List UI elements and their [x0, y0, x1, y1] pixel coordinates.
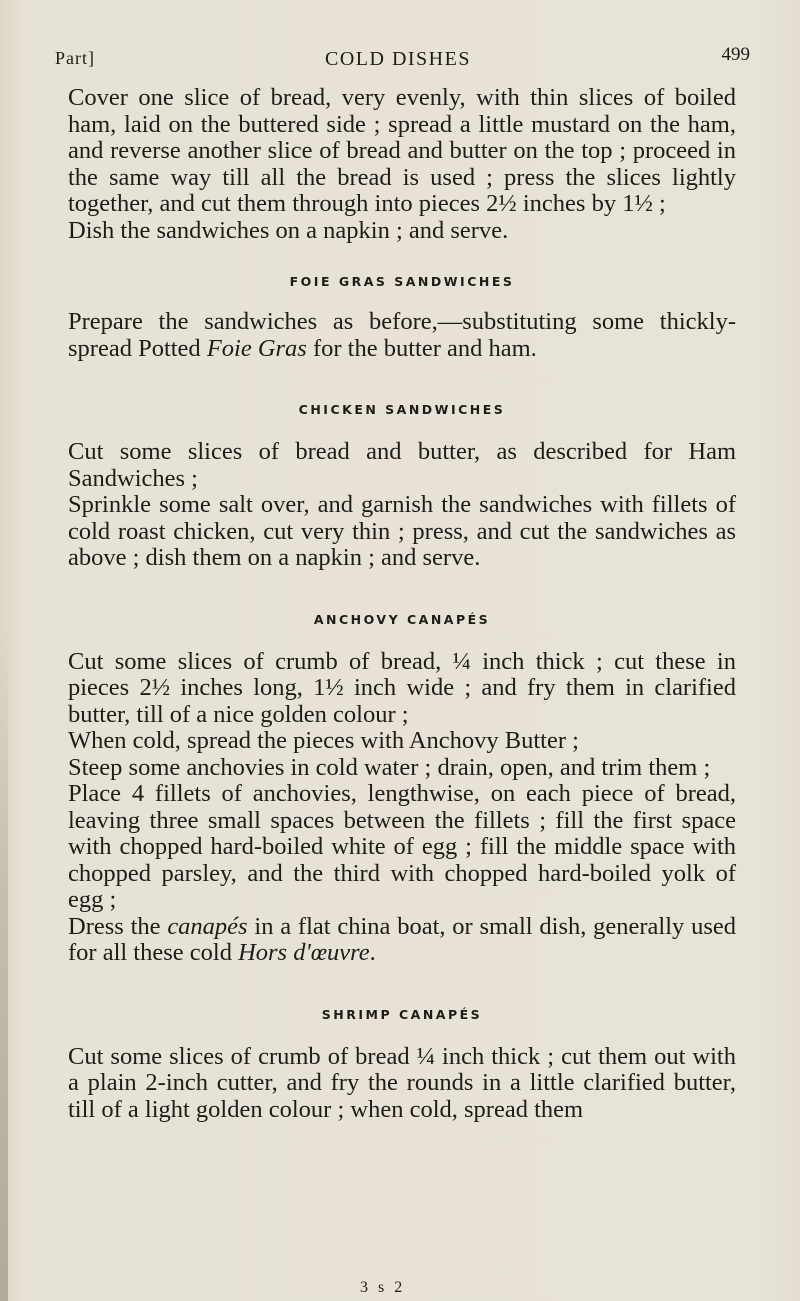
- section-title-foie-gras: FOIE GRAS SANDWICHES: [289, 274, 515, 289]
- chicken-paragraph-1: Cut some slices of bread and butter, as described for Ham Sandwiches ;: [68, 438, 736, 492]
- anchovy-paragraph-2: When cold, spread the pieces with Anchovy Butter ;: [68, 727, 579, 754]
- header-title: COLD DISHES: [325, 48, 471, 70]
- page-body: [68, 85, 736, 1123]
- header-part-label: Part]: [55, 48, 95, 68]
- anchovy-paragraph-5: Dress the canapés in a flat china boat, or small dish, generally used for all these cold Hors d'œuvre.: [68, 912, 736, 966]
- anchovy-paragraph-1: Cut some slices of crumb of bread, ¼ inch thick ; cut these in pieces 2½ inches long, 1½ inch wide ; and fry them in clarified butter, till of a nice golden colour ;: [68, 647, 736, 728]
- ham-sandwich-paragraph-2: Dish the sandwiches on a napkin ; and serve.: [68, 216, 509, 244]
- running-header: [55, 44, 750, 78]
- chicken-paragraph-2: Sprinkle some salt over, and garnish the sandwiches with fillets of cold roast chicken, cut very thin ; press, and cut the sandwiches as above ; dish them on a napkin ; and serve.: [68, 491, 736, 571]
- hors-doeuvre-italic: Hors d'œuvre: [238, 939, 370, 966]
- anchovy-paragraph-3: Steep some anchovies in cold water ; drain, open, and trim them ;: [68, 753, 711, 781]
- section-title-chicken: CHICKEN SANDWICHES: [298, 402, 506, 417]
- page-edge-shadow: [0, 620, 8, 1301]
- ham-sandwich-paragraph-1: Cover one slice of bread, very evenly, with thin slices of boiled ham, laid on the buttered side ; spread a little mustard on the ham, and reverse another slice of bread and butter on the top ; proceed in the same way till all the bread is used ; press the slices lightly together, and cut them through into pieces 2½ inches by 1½ ;: [68, 84, 736, 217]
- section-title-shrimp: SHRIMP CANAPÉS: [321, 1006, 483, 1022]
- anchovy-paragraph-4: Place 4 fillets of anchovies, lengthwise, on each piece of bread, leaving three small spaces between the fillets ; fill the first space with chopped hard-boiled white of egg ; fill the middle space with chopped parsley, and the third with chopped hard-boiled yolk of egg ;: [68, 780, 736, 913]
- page-number: 499: [721, 44, 750, 65]
- section-title-anchovy: ANCHOVY CANAPÉS: [313, 611, 491, 627]
- shrimp-paragraph-1: Cut some slices of crumb of bread ¼ inch thick ; cut them out with a plain 2-inch cutter, and fry the rounds in a little clarified butter, till of a light golden colour ; when cold, spread them: [68, 1042, 736, 1123]
- foie-gras-paragraph: Prepare the sandwiches as before,—substituting some thickly-spread Potted Foie Gras for the butter and ham.: [68, 308, 736, 362]
- signature-mark: 3 s 2: [360, 1279, 406, 1296]
- foie-gras-italic: Foie Gras: [206, 334, 307, 362]
- canapes-italic: canapés: [167, 912, 248, 940]
